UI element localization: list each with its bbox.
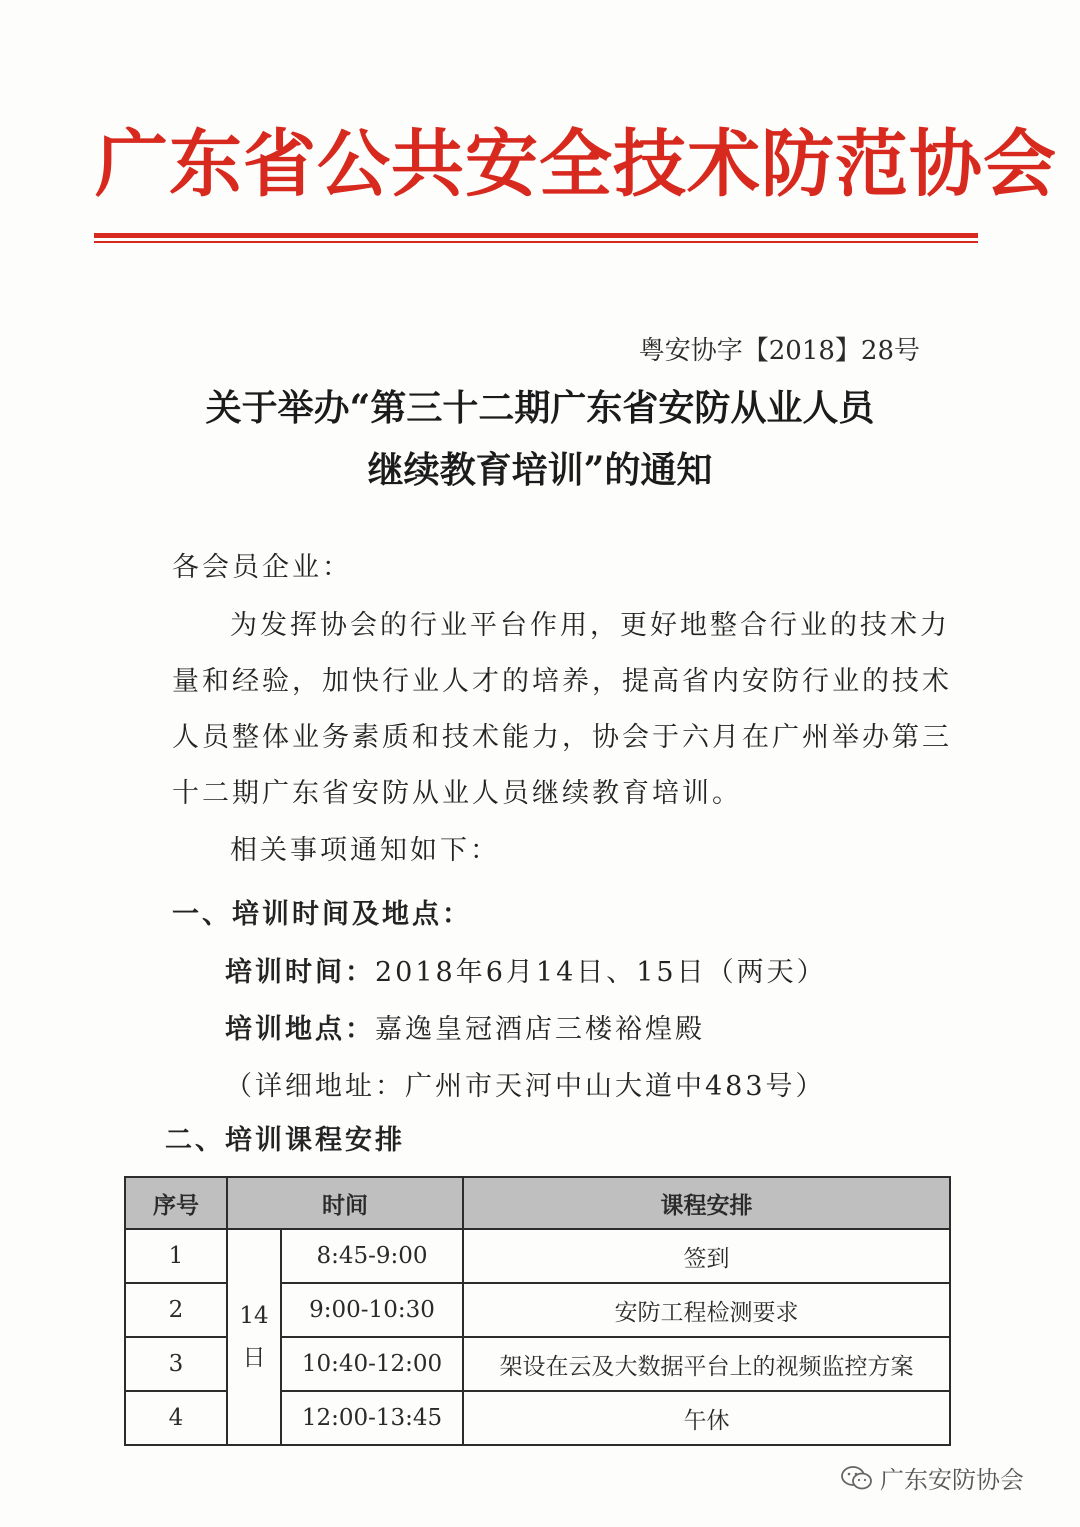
training-address: （详细地址：广州市天河中山大道中483号） — [225, 1071, 826, 1102]
row-course: 安防工程检测要求 — [463, 1283, 950, 1337]
row-no: 2 — [125, 1283, 227, 1337]
notice-intro: 相关事项通知如下： — [230, 835, 500, 866]
header-time: 时间 — [227, 1177, 463, 1229]
row-course: 签到 — [463, 1229, 950, 1283]
training-time-value: 2018年6月14日、15日（两天） — [375, 957, 827, 988]
organization-header: 广东省公共安全技术防范协会 — [95, 121, 1057, 207]
row-course: 午休 — [463, 1391, 950, 1445]
section-1-heading: 一、培训时间及地点： — [172, 899, 472, 930]
wechat-icon — [840, 1465, 874, 1491]
row-course: 架设在云及大数据平台上的视频监控方案 — [463, 1337, 950, 1391]
row-no: 3 — [125, 1337, 227, 1391]
salutation: 各会员企业： — [172, 552, 352, 583]
section-2-heading: 二、培训课程安排 — [165, 1125, 405, 1156]
header-rule-thin — [94, 241, 978, 243]
header-course: 课程安排 — [463, 1177, 950, 1229]
paragraph-line-4: 十二期广东省安防从业人员继续教育培训。 — [172, 778, 742, 809]
header-no: 序号 — [125, 1177, 227, 1229]
training-time-label: 培训时间： — [225, 957, 375, 988]
schedule-table — [124, 1176, 951, 1446]
row-time: 9:00-10:30 — [281, 1283, 463, 1337]
schedule-header-row — [125, 1177, 950, 1229]
row-time: 12:00-13:45 — [281, 1391, 463, 1445]
paragraph-line-3: 人员整体业务素质和技术能力，协会于六月在广州举办第三 — [172, 722, 952, 753]
row-time: 8:45-9:00 — [281, 1229, 463, 1283]
wechat-watermark — [840, 1460, 1024, 1495]
day-cell — [227, 1229, 281, 1445]
document-number: 粤安协字【2018】28号 — [638, 336, 920, 366]
row-time: 10:40-12:00 — [281, 1337, 463, 1391]
document-title-line-1: 关于举办“第三十二期广东省安防从业人员 — [205, 387, 875, 429]
table-row — [125, 1229, 950, 1283]
training-place-value: 嘉逸皇冠酒店三楼裕煌殿 — [375, 1014, 705, 1045]
training-place-label: 培训地点： — [225, 1014, 375, 1045]
paragraph-line-2: 量和经验，加快行业人才的培养，提高省内安防行业的技术 — [172, 666, 952, 697]
day-unit: 日 — [242, 1345, 266, 1371]
paragraph-line-1: 为发挥协会的行业平台作用，更好地整合行业的技术力 — [230, 610, 950, 641]
header-rule-thick — [94, 233, 978, 238]
row-no: 4 — [125, 1391, 227, 1445]
training-time — [225, 950, 827, 989]
document-title-line-2: 继续教育培训”的通知 — [367, 449, 713, 491]
training-place — [225, 1007, 705, 1046]
watermark-text: 广东安防协会 — [880, 1466, 1024, 1494]
row-no: 1 — [125, 1229, 227, 1283]
day-number: 14 — [239, 1303, 269, 1329]
